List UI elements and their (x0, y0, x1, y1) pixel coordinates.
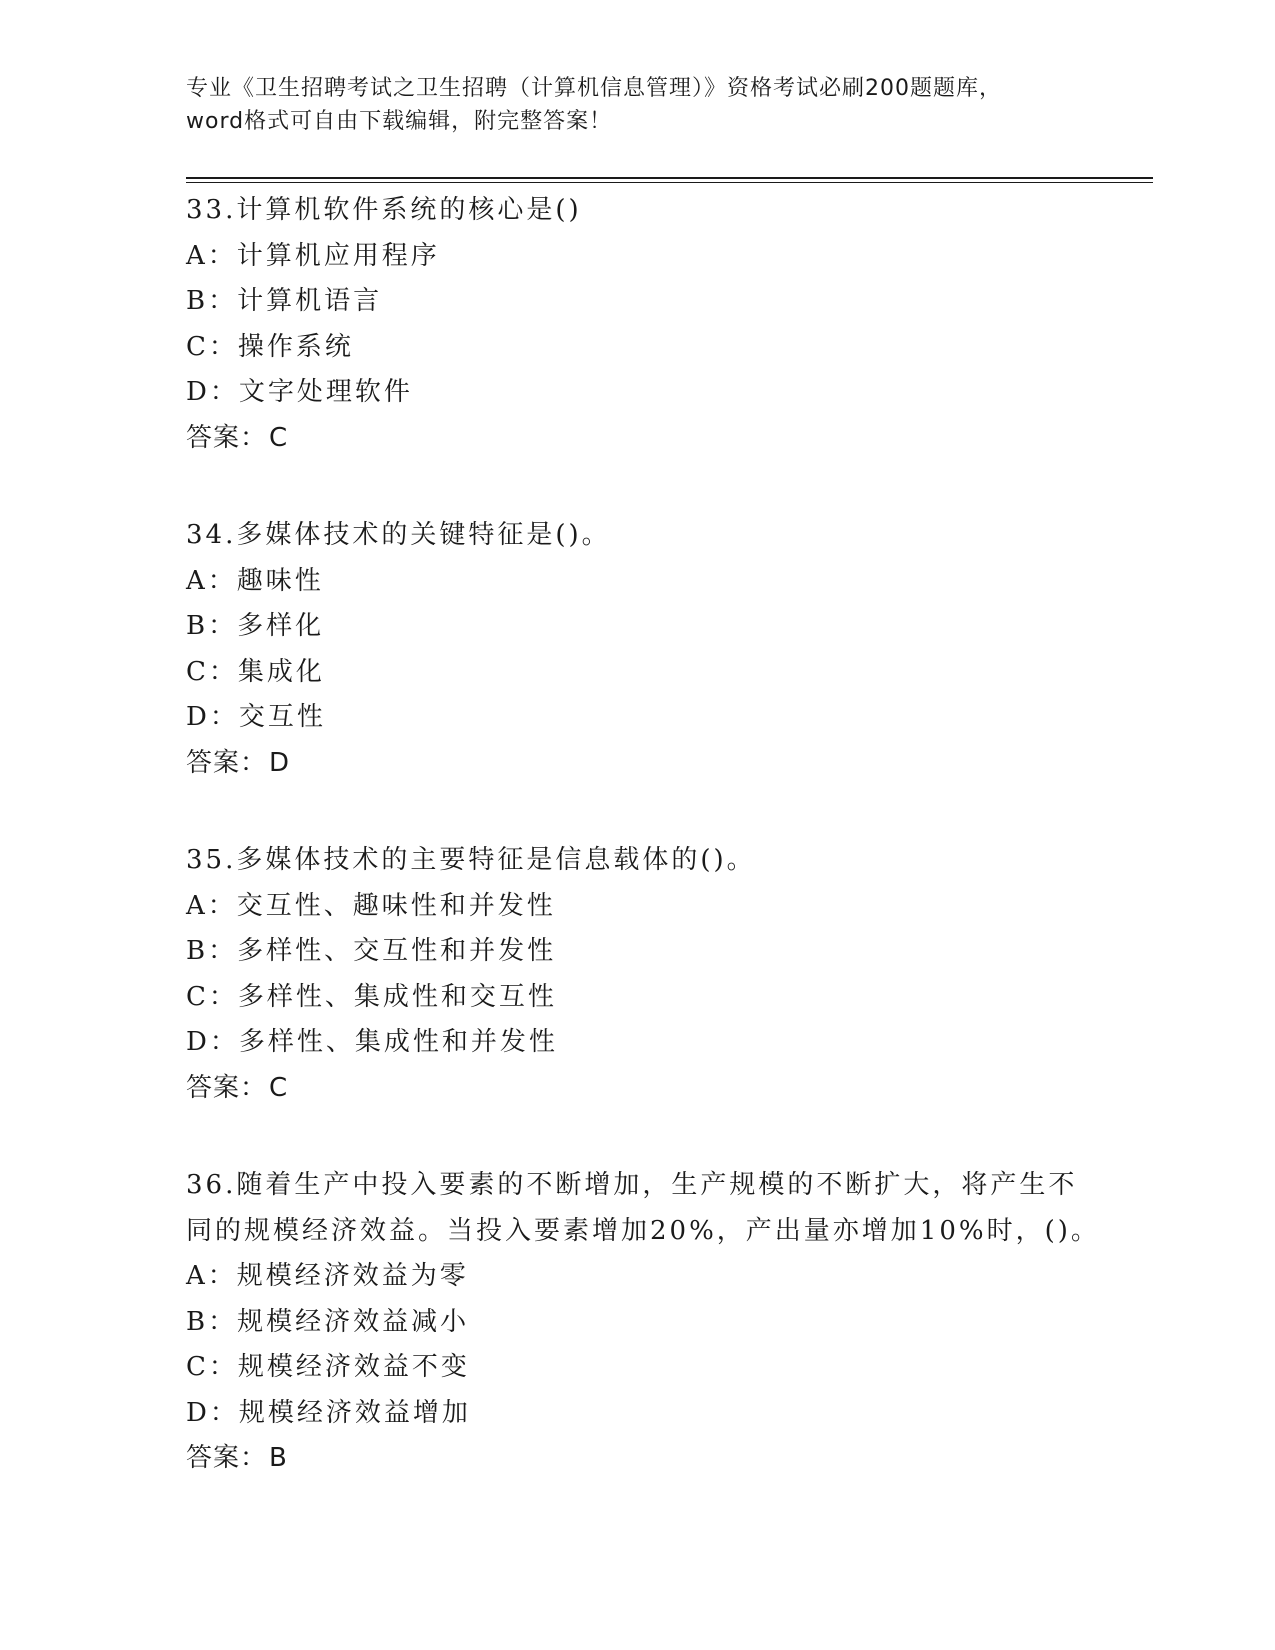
option-a: A：计算机应用程序 (186, 240, 440, 271)
header-divider-thin (186, 182, 1153, 183)
option-a: A：规模经济效益为零 (186, 1261, 469, 1291)
header-line-1: 专业《卫生招聘考试之卫生招聘（计算机信息管理）》资格考试必刷200题题库， (186, 76, 1002, 101)
option-b: B：规模经济效益减小 (186, 1306, 470, 1337)
option-b: B：多样化 (186, 611, 325, 641)
option-d: D：交互性 (186, 702, 326, 732)
question-stem: 33.计算机软件系统的核心是() (186, 195, 582, 225)
answer-value: C (269, 1072, 289, 1103)
option-c: C：集成化 (186, 656, 325, 687)
question-36 (186, 1163, 1100, 1482)
option-a: A：趣味性 (186, 565, 324, 596)
answer-line (186, 1066, 1086, 1112)
question-stem-line-1: 36.随着生产中投入要素的不断增加，生产规模的不断扩大，将产生不 (186, 1170, 1078, 1200)
answer-label: 答案： (186, 422, 268, 453)
answer-line (186, 1436, 1086, 1482)
question-33 (186, 188, 1086, 461)
answer-label: 答案： (186, 1072, 268, 1103)
option-c: C：操作系统 (186, 331, 354, 362)
question-34 (186, 513, 1086, 786)
option-a: A：交互性、趣味性和并发性 (186, 890, 556, 921)
question-stem: 34.多媒体技术的关键特征是()。 (186, 520, 611, 550)
question-stem-line-2: 同的规模经济效益。当投入要素增加20%，产出量亦增加10%时，()。 (186, 1215, 1100, 1246)
answer-line (186, 741, 1086, 787)
option-d: D：多样性、集成性和并发性 (186, 1027, 558, 1057)
option-d: D：规模经济效益增加 (186, 1397, 471, 1428)
option-d: D：文字处理软件 (186, 377, 413, 407)
answer-value: C (269, 422, 289, 453)
answer-value: B (269, 1443, 288, 1473)
question-stem: 35.多媒体技术的主要特征是信息载体的()。 (186, 845, 756, 875)
option-c: C：规模经济效益不变 (186, 1352, 470, 1382)
question-35 (186, 838, 1086, 1111)
header-line-2: word格式可自由下载编辑，附完整答案！ (186, 109, 613, 134)
option-b: B：多样性、交互性和并发性 (186, 936, 557, 966)
option-b: B：计算机语言 (186, 286, 383, 316)
answer-value: D (269, 747, 291, 778)
question-list (186, 188, 1100, 1534)
header-divider-thick (186, 177, 1153, 179)
option-c: C：多样性、集成性和交互性 (186, 981, 557, 1012)
document-header (186, 72, 1086, 138)
answer-label: 答案： (186, 1443, 268, 1473)
answer-label: 答案： (186, 747, 268, 778)
answer-line (186, 416, 1086, 462)
